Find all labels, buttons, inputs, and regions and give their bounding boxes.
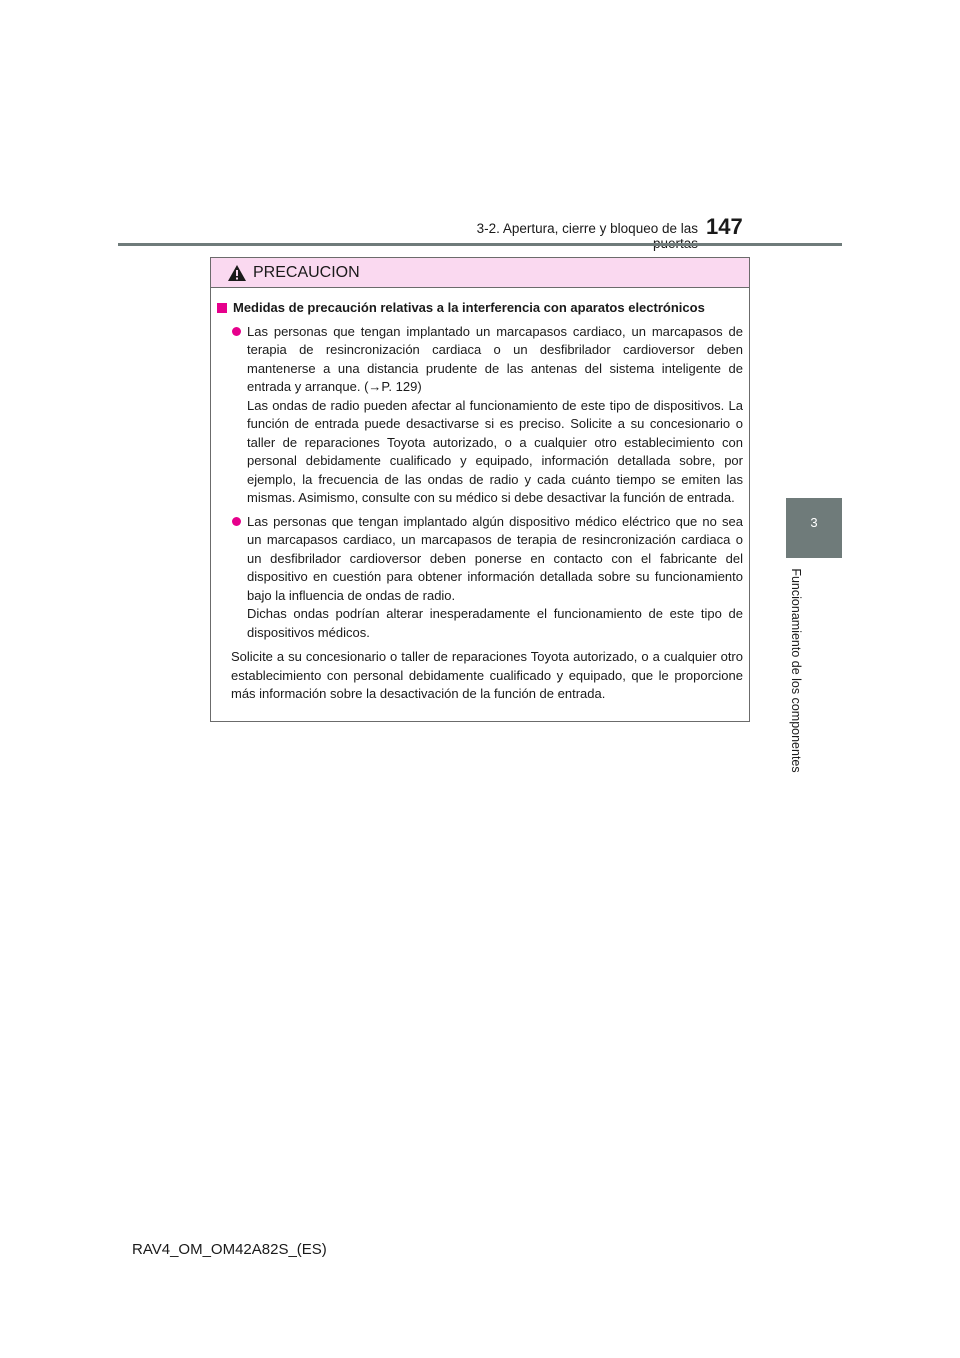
circle-bullet-icon [232, 517, 241, 526]
square-bullet-icon [217, 303, 227, 313]
caution-box [210, 257, 750, 722]
caution-body [211, 288, 749, 704]
caution-heading-text: Medidas de precaución relativas a la interferencia con aparatos electrónicos [233, 300, 705, 315]
closing-paragraph: Solicite a su concesionario o taller de reparaciones Toyota autorizado, o a cualquier otro establecimiento con personal debidamente cualificado y equipado, que le proporcione más información sobre la desactivación de la función de entrada. [231, 649, 743, 701]
document-code: RAV4_OM_OM42A82S_(ES) [132, 1241, 327, 1258]
paragraph: Las personas que tengan implantado un marcapasos cardiaco, un marcapasos de terapia de resincronización cardiaca o un desfibrilador cardioversor deben mantenerse a una distancia prudente de las antenas del sistema inteligente de entrada y arranque. (→P. 129) [247, 323, 743, 394]
paragraph: Las ondas de radio pueden afectar al funcionamiento de este tipo de dispositivos. La función de entrada puede desactivarse si es preciso. Solicite a su concesionario o taller de reparaciones Toyota autorizado, o a cualquier otro establecimiento con personal debidamente cualificado y equipado, información detallada sobre, por ejemplo, la frecuencia de las ondas de radio y cada cuánto tiempo se emiten las mismas. Asimismo, consulte con su médico si debe desactivar la función de entrada. [247, 397, 743, 505]
page-number: 147 [706, 214, 743, 239]
warning-triangle-icon [227, 264, 247, 282]
caution-header [211, 258, 749, 288]
paragraph: Las personas que tengan implantado algún dispositivo médico eléctrico que no sea un marcapasos cardiaco, un marcapasos de terapia de resincronización cardiaca o un desfibrilador cardioversor deben ponerse en contacto con el fabricante del dispositivo en cuestión para obtener información detallada sobre su funcionamiento bajo la influencia de ondas de radio. [247, 513, 743, 603]
section-title: 3-2. Apertura, cierre y bloqueo de las [476, 221, 698, 236]
list-item-text [247, 323, 743, 508]
caution-title: PRECAUCION [253, 263, 360, 281]
header-rule [118, 243, 842, 246]
chapter-title: Funcionamiento de los componentes [789, 568, 803, 773]
circle-bullet-icon [232, 327, 241, 336]
caution-heading [217, 299, 743, 318]
list-item [217, 513, 743, 643]
chapter-title-vertical [789, 563, 810, 778]
paragraph: Dichas ondas podrían alterar inesperadamente el funcionamiento de este tipo de dispositivos médicos. [247, 606, 743, 640]
list-item [217, 323, 743, 508]
chapter-number: 3 [810, 515, 818, 530]
list-item-text [247, 513, 743, 643]
